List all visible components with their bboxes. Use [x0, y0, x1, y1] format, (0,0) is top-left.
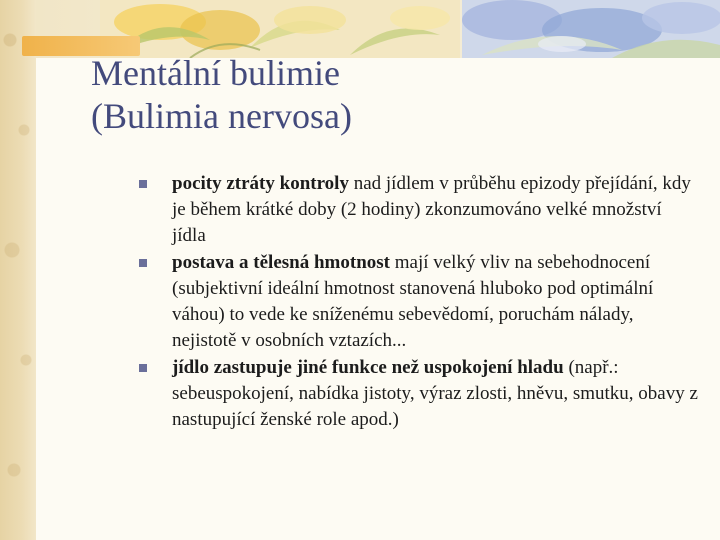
square-bullet-icon	[139, 364, 147, 372]
bullet-item	[138, 250, 698, 354]
bullet-text: (např.: sebeuspokojení, nabídka jistoty, výraz zlosti, hněvu, smutku, obavy z nastupující ženské role apod.)	[172, 357, 698, 430]
slide-title	[91, 52, 352, 138]
bullet-bold-text: jídlo zastupuje jiné funkce než uspokojení hladu	[172, 357, 564, 378]
leaf-decoration-image	[100, 0, 460, 58]
slide-title-line-2: (Bulimia nervosa)	[91, 96, 352, 136]
square-bullet-icon	[139, 180, 147, 188]
bullet-text: mají velký vliv na sebehodnocení (subjektivní ideální hmotnost stanovená hluboko pod optimální váhou) to vede ke sníženému sebevědomí, poruchám nálady, nejistotě v osobních vztazích...	[172, 252, 654, 351]
bullet-text: nad jídlem v průběhu epizody přejídání, kdy je během krátké doby (2 hodiny) zkonzumováno velké množství jídla	[172, 173, 691, 246]
blue-leaf-decoration-image	[462, 0, 720, 58]
bullet-list	[138, 171, 698, 434]
decorative-left-strip	[0, 0, 36, 540]
bullet-bold-text: postava a tělesná hmotnost	[172, 252, 390, 273]
bullet-bold-text: pocity ztráty kontroly	[172, 173, 349, 194]
bullet-item	[138, 355, 698, 433]
bullet-item	[138, 171, 698, 249]
square-bullet-icon	[139, 259, 147, 267]
slide-title-line-1: Mentální bulimie	[91, 53, 340, 93]
